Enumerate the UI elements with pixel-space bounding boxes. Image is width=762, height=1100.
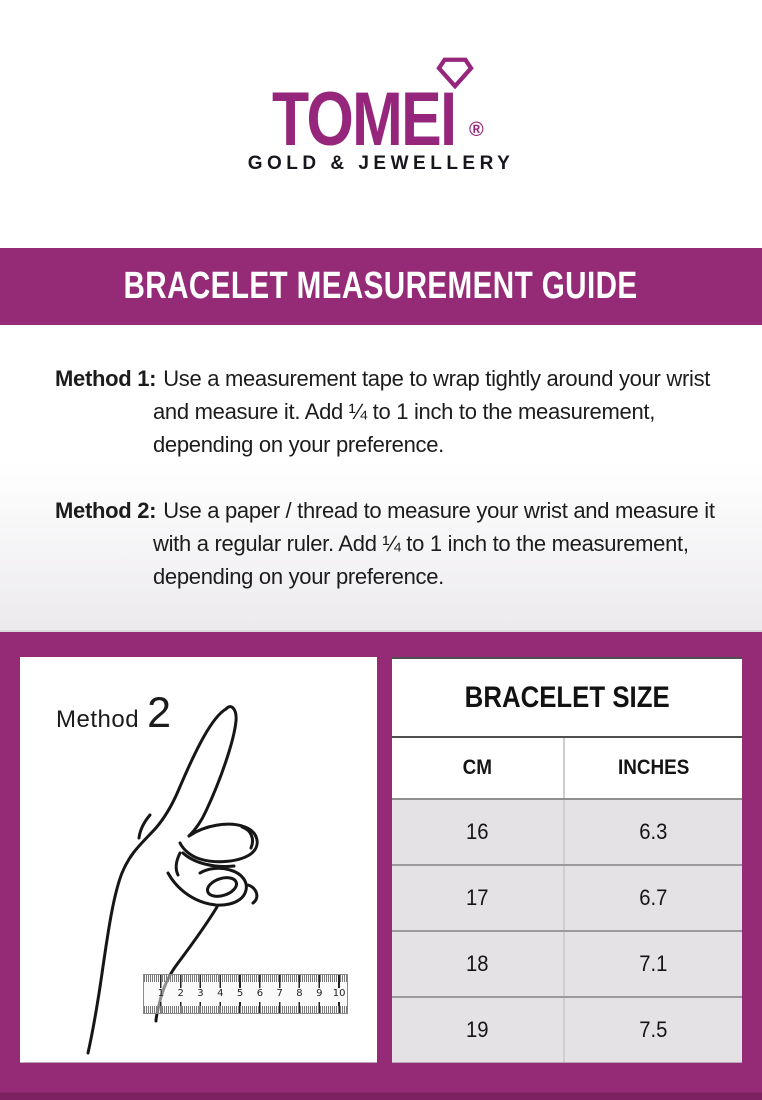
methods-section (0, 325, 762, 632)
diagram-label-number: 2 (147, 689, 171, 737)
ruler-numbers: 1 2 3 4 5 6 7 8 9 10 (157, 988, 346, 999)
inches-value: 7.1 (639, 951, 668, 976)
method-1-line-1: Method 1: Use a measurement tape to wrap tightly around your wrist (55, 366, 711, 391)
method-2-line-2: with a regular ruler. Add ¼ to 1 inch to the measurement, (153, 531, 689, 556)
inches-value: 7.5 (639, 1017, 668, 1042)
cm-value: 16 (392, 800, 565, 864)
method-2-label: Method 2: (55, 498, 157, 523)
table-title: BRACELET SIZE (392, 659, 742, 738)
method-2-line-1: Method 2: Use a paper / thread to measure your wrist and measure it (55, 498, 715, 523)
column-header-inches: INCHES (617, 756, 690, 779)
method-1-instructions (55, 362, 710, 461)
title-banner (0, 248, 762, 325)
table-row (392, 866, 742, 932)
inches-value: 6.3 (639, 819, 668, 844)
cm-value: 19 (392, 998, 565, 1062)
registered-trademark-icon: ® (469, 119, 484, 141)
ruler-major-ticks-top (160, 975, 345, 988)
cm-value: 18 (392, 932, 565, 996)
bottom-section (0, 632, 762, 1100)
brand-header (0, 0, 762, 248)
column-header-cm: CM (392, 738, 565, 798)
brand-name: TOMEI (272, 77, 456, 162)
table-header-row (392, 738, 742, 800)
method-1-label: Method 1: (55, 366, 157, 391)
ruler-illustration (143, 974, 348, 1014)
method-2-instructions (55, 494, 715, 593)
cm-value: 17 (392, 866, 565, 930)
bracelet-size-table (392, 657, 742, 1062)
ruler-minor-ticks-bottom (144, 1006, 347, 1013)
table-row (392, 998, 742, 1062)
brand-tagline: GOLD & JEWELLERY (247, 153, 515, 174)
inches-value: 6.7 (639, 885, 668, 910)
method-1-line-2: and measure it. Add ¼ to 1 inch to the measurement, (153, 399, 656, 424)
method-1-line-3: depending on your preference. (153, 432, 444, 457)
diagram-label-word: Method (56, 706, 140, 733)
table-row (392, 932, 742, 998)
page-title: BRACELET MEASUREMENT GUIDE (123, 265, 639, 307)
method-2-line-3: depending on your preference. (153, 564, 444, 589)
table-row (392, 800, 742, 866)
method-2-diagram-panel (20, 657, 377, 1062)
